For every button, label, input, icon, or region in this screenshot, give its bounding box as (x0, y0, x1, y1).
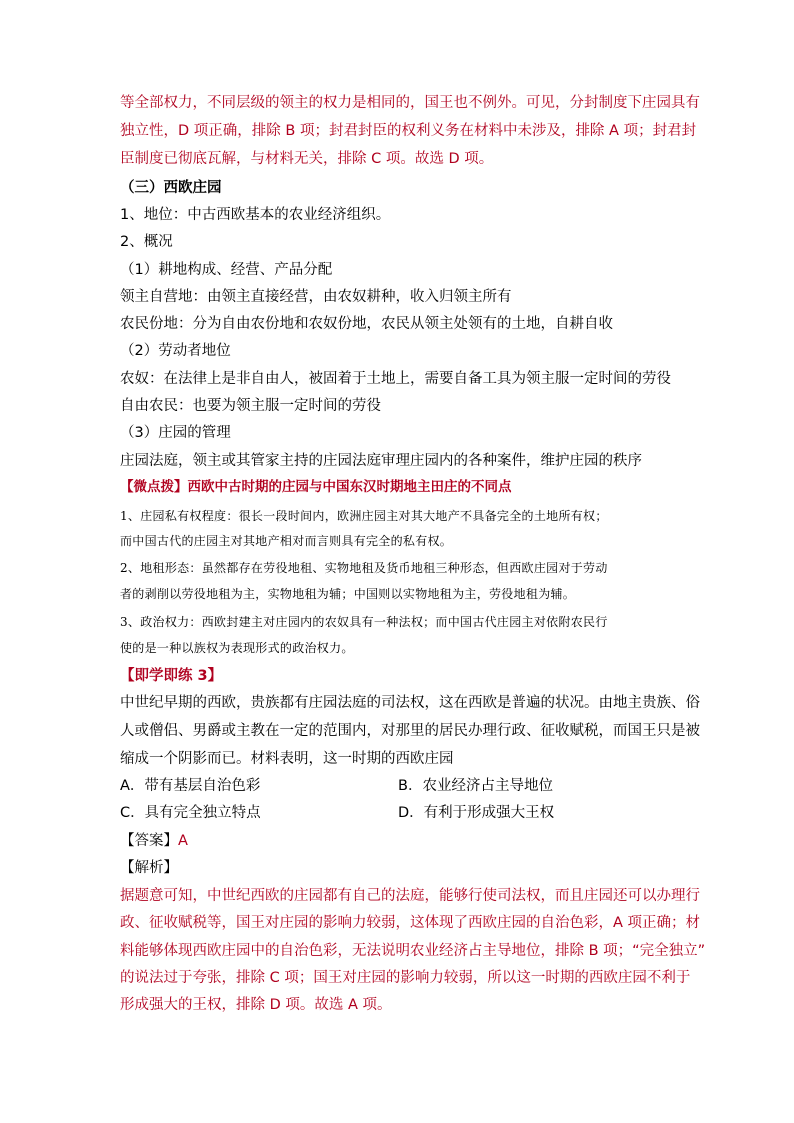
tip-heading: 【微点拨】西欧中古时期的庄园与中国东汉时期地主田庄的不同点 (120, 479, 512, 495)
overview-heading: 2、概况 (120, 234, 173, 250)
tip-line-4: 者的剥削以劳役地租为主，实物地租为辅；中国则以实物地租为主，劳役地租为辅。 (120, 587, 576, 601)
tip-line-5: 3、政治权力：西欧封建主对庄园内的农奴具有一种法权；而中国古代庄园主对依附农民行 (120, 615, 608, 629)
sub3-heading: （3）庄园的管理 (120, 425, 231, 441)
option-d: D．有利于形成强大王权 (398, 805, 555, 821)
tip-line-6: 使的是一种以族权为表现形式的政治权力。 (120, 641, 354, 655)
option-c: C．具有完全独立特点 (120, 805, 261, 821)
option-b: B．农业经济占主导地位 (398, 778, 553, 794)
analysis-label: 【解析】 (120, 860, 178, 876)
intro-analysis-line-1: 等全部权力，不同层级的领主的权力是相同的，国王也不例外。可见，分封制度下庄园具有 (120, 95, 700, 111)
analysis-line-1: 据题意可知，中世纪西欧的庄园都有自己的法庭，能够行使司法权，而且庄园还可以办理行 (120, 888, 700, 904)
analysis-line-3: 料能够体现西欧庄园中的自治色彩，无法说明农业经济占主导地位，排除 B 项；“完全独立” (120, 943, 706, 959)
analysis-line-5: 形成强大的王权，排除 D 项。故选 A 项。 (120, 997, 392, 1013)
question-line-3: 缩成一个阴影而已。材料表明，这一时期的西欧庄园 (120, 751, 454, 767)
analysis-line-4: 的说法过于夸张，排除 C 项；国王对庄园的影响力较弱，所以这一时期的西欧庄园不利于 (120, 970, 691, 986)
answer-label: 【答案】 (120, 833, 178, 849)
section-title: （三）西欧庄园 (120, 180, 222, 196)
demesne-text: 领主自营地：由领主直接经营，由农奴耕种，收入归领主所有 (120, 289, 512, 305)
tip-line-3: 2、地租形态：虽然都存在劳役地租、实物地租及货币地租三种形态，但西欧庄园对于劳动 (120, 561, 608, 575)
tip-line-2: 而中国古代的庄园主对其地产相对而言则具有完全的私有权。 (120, 534, 453, 548)
option-a: A．带有基层自治色彩 (120, 778, 261, 794)
peasant-land-text: 农民份地：分为自由农份地和农奴份地，农民从领主处领有的土地，自耕自收 (120, 316, 613, 332)
serf-text: 农奴：在法律上是非自由人，被固着于土地上，需要自备工具为领主服一定时间的劳役 (120, 371, 671, 387)
free-peasant-text: 自由农民：也要为领主服一定时间的劳役 (120, 398, 381, 414)
answer-value: A (178, 833, 188, 849)
tip-line-1: 1、庄园私有权程度：很长一段时间内，欧洲庄园主对其大地产不具备完全的土地所有权； (120, 509, 608, 523)
court-text: 庄园法庭，领主或其管家主持的庄园法庭审理庄园内的各种案件，维护庄园的秩序 (120, 453, 642, 469)
sub1-heading: （1）耕地构成、经营、产品分配 (120, 262, 333, 278)
section-status: 1、地位：中古西欧基本的农业经济组织。 (120, 207, 391, 223)
question-line-2: 人或僧侣、男爵或主教在一定的范围内，对那里的居民办理行政、征收赋税，而国王只是被 (120, 723, 700, 739)
intro-analysis-line-2: 独立性，D 项正确，排除 B 项；封君封臣的权利义务在材料中未涉及，排除 A 项；封君封 (120, 123, 697, 139)
answer-row (120, 831, 188, 851)
sub2-heading: （2）劳动者地位 (120, 343, 231, 359)
question-line-1: 中世纪早期的西欧，贵族都有庄园法庭的司法权，这在西欧是普遍的状况。由地主贵族、俗 (120, 695, 700, 711)
practice-heading: 【即学即练 3】 (120, 668, 223, 684)
analysis-line-2: 政、征收赋税等，国王对庄园的影响力较弱，这体现了西欧庄园的自治色彩，A 项正确；材 (120, 915, 701, 931)
intro-analysis-line-3: 臣制度已彻底瓦解，与材料无关，排除 C 项。故选 D 项。 (120, 151, 494, 167)
